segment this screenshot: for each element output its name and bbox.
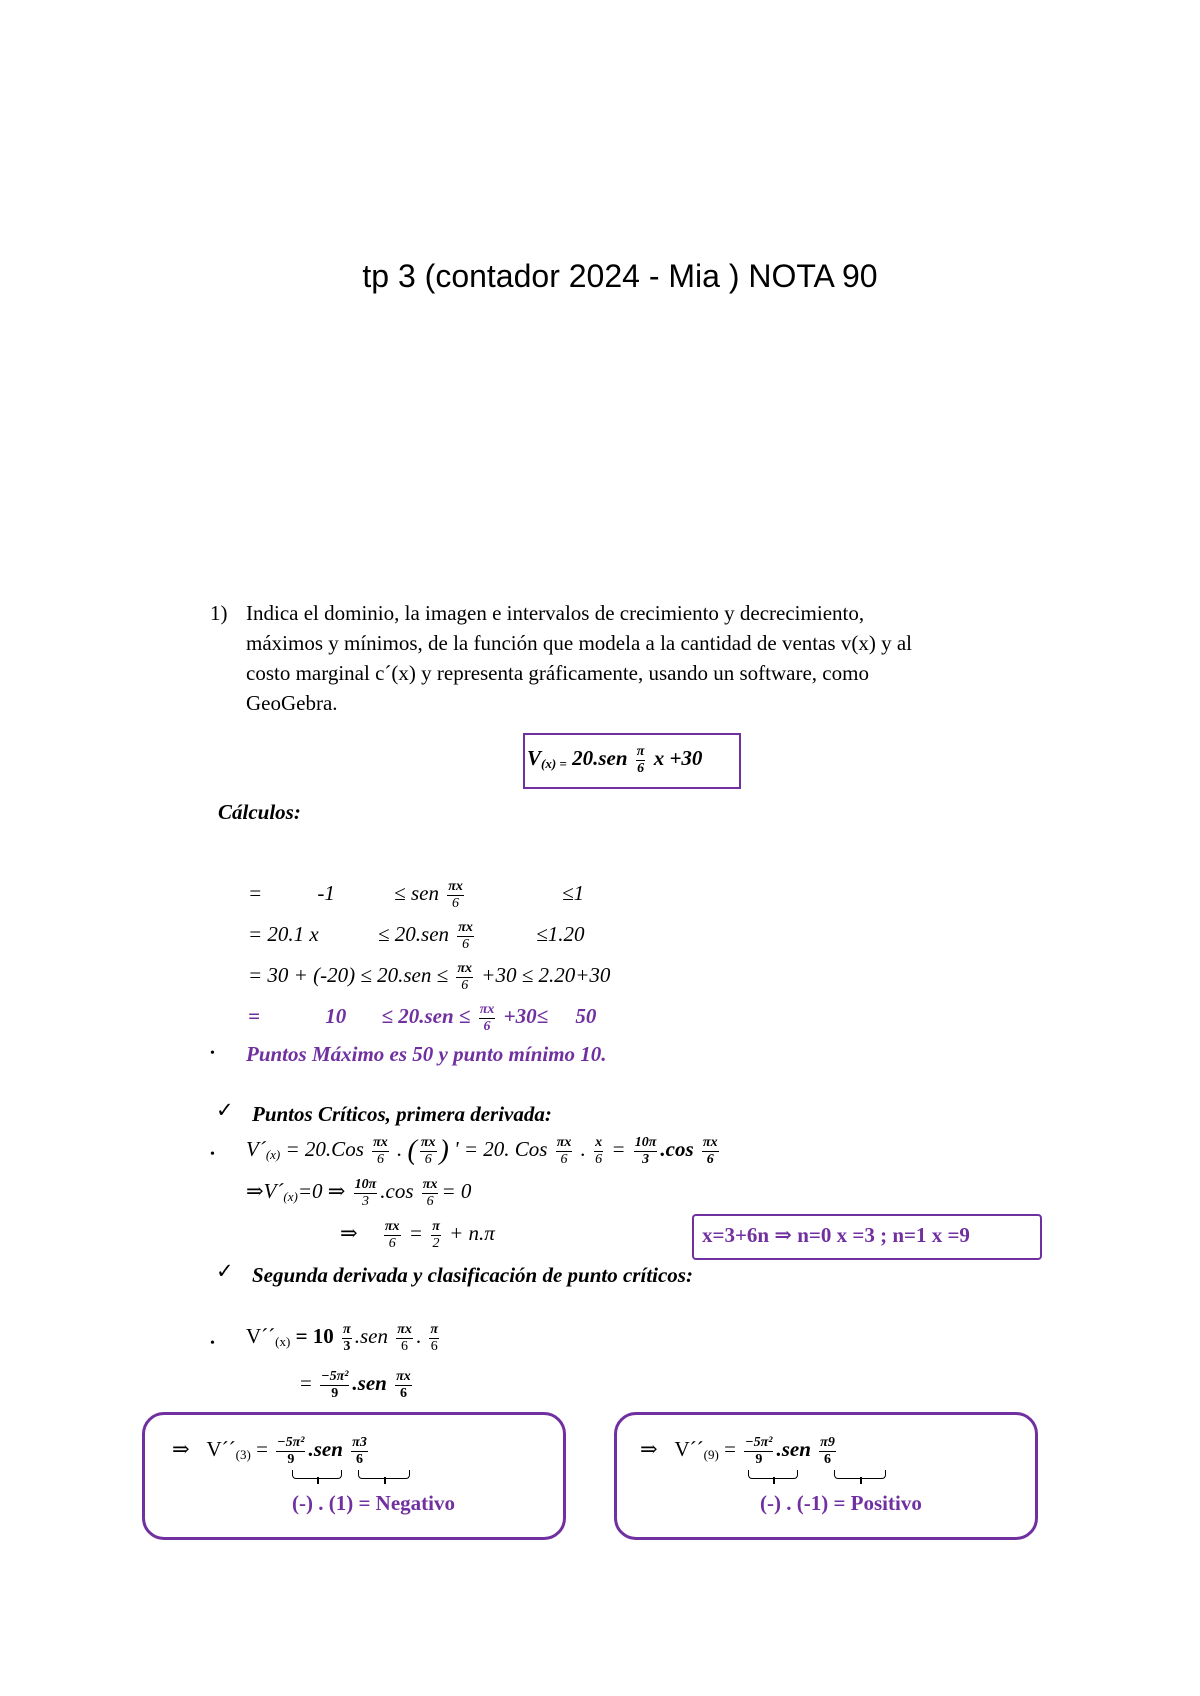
evaluation-x3: ⇒ $V´´_{(3)}$ = $\frac{\text{−5π²}}{9}$ .sen $\frac{\pi 3}{6}$	[172, 1434, 367, 1467]
question-line-3: costo marginal c´(x) y representa gráficamente, usando un software, como	[246, 661, 869, 685]
bullet-dot: •	[210, 1046, 215, 1061]
calculos-heading: Cálculos:	[218, 800, 301, 824]
second-derivative: $V´´_{(x)} = 10$ $\frac{\pi}{3}$ .sen $\frac{\pi x}{6}$ . $\frac{\pi}{6}$	[246, 1321, 439, 1354]
bullet-dot: •	[210, 1336, 215, 1351]
bullet-dot: •	[210, 1147, 215, 1162]
document-title: tp 3 (contador 2024 - Mia ) NOTA 90	[362, 258, 878, 294]
max-min-statement: Puntos Máximo es 50 y punto mínimo 10.	[246, 1042, 607, 1066]
calc-line-3: = 30 + (-20) ≤ 20.sen ≤ $\frac{\pi x}{6}$ +30 ≤ 2.20+30	[248, 960, 611, 993]
second-derivative-heading: Segunda derivada y clasificación de punto críticos:	[252, 1263, 693, 1287]
check-icon: ✓	[216, 1259, 234, 1283]
brace	[834, 1470, 886, 1479]
main-formula: $V_{(x) =}$ 20.sen $\frac{\pi}{6}$ x +30	[527, 743, 703, 776]
brace	[748, 1470, 798, 1479]
calc-line-1: = -1 ≤ sen $\frac{\pi x}{6}$ ≤1	[248, 878, 585, 911]
brace	[292, 1470, 342, 1479]
sign-result-x3: (-) . (1) = Negativo	[292, 1491, 455, 1515]
brace	[358, 1470, 410, 1479]
first-derivative: $V´_{(x)} = 20.Cos$ $\frac{\pi x}{6}$ . ( $\frac{\pi x}{6}$ ) ' = 20. Cos $\frac{\pi x}{6}$ . $\frac{x}{6}$ = $\frac{10\pi}{3}$ .cos $\frac{\pi x}{6}$	[246, 1134, 718, 1167]
question-number: 1)	[210, 601, 228, 625]
calc-line-2: = 20.1 x ≤ 20.sen $\frac{\pi x}{6}$ ≤1.20	[248, 919, 585, 952]
calc-line-4: = 10 ≤ 20.sen ≤ $\frac{\pi x}{6}$ +30≤ 50	[248, 1001, 597, 1034]
question-line-4: GeoGebra.	[246, 691, 338, 715]
check-icon: ✓	[216, 1098, 234, 1122]
solution-text: x=3+6n ⇒ n=0 x =3 ; n=1 x =9	[702, 1223, 970, 1247]
derivative-zero: $\Rightarrow V´_{(x)}=0$ ⇒ $\frac{10\pi}{3}$ .cos $\frac{\pi x}{6}$ = 0	[246, 1176, 472, 1209]
derivative-solution: ⇒ $\frac{\pi x}{6}$ = $\frac{\pi}{2}$ + n.π	[340, 1218, 495, 1251]
evaluation-box-x9	[614, 1412, 1038, 1540]
critical-points-heading: Puntos Críticos, primera derivada:	[252, 1102, 552, 1126]
evaluation-x9: ⇒ $V´´_{(9)}$ = $\frac{\text{−5π²}}{9}$ .sen $\frac{\pi 9}{6}$	[640, 1434, 835, 1467]
second-derivative-simplified: = $\frac{\text{−5π²}}{9}$ .sen $\frac{\pi x}{6}$	[300, 1368, 411, 1401]
question-line-2: máximos y mínimos, de la función que modela a la cantidad de ventas v(x) y al	[246, 631, 912, 655]
question-line-1: Indica el dominio, la imagen e intervalos de crecimiento y decrecimiento,	[246, 601, 865, 625]
evaluation-box-x3	[142, 1412, 566, 1540]
sign-result-x9: (-) . (-1) = Positivo	[760, 1491, 922, 1515]
